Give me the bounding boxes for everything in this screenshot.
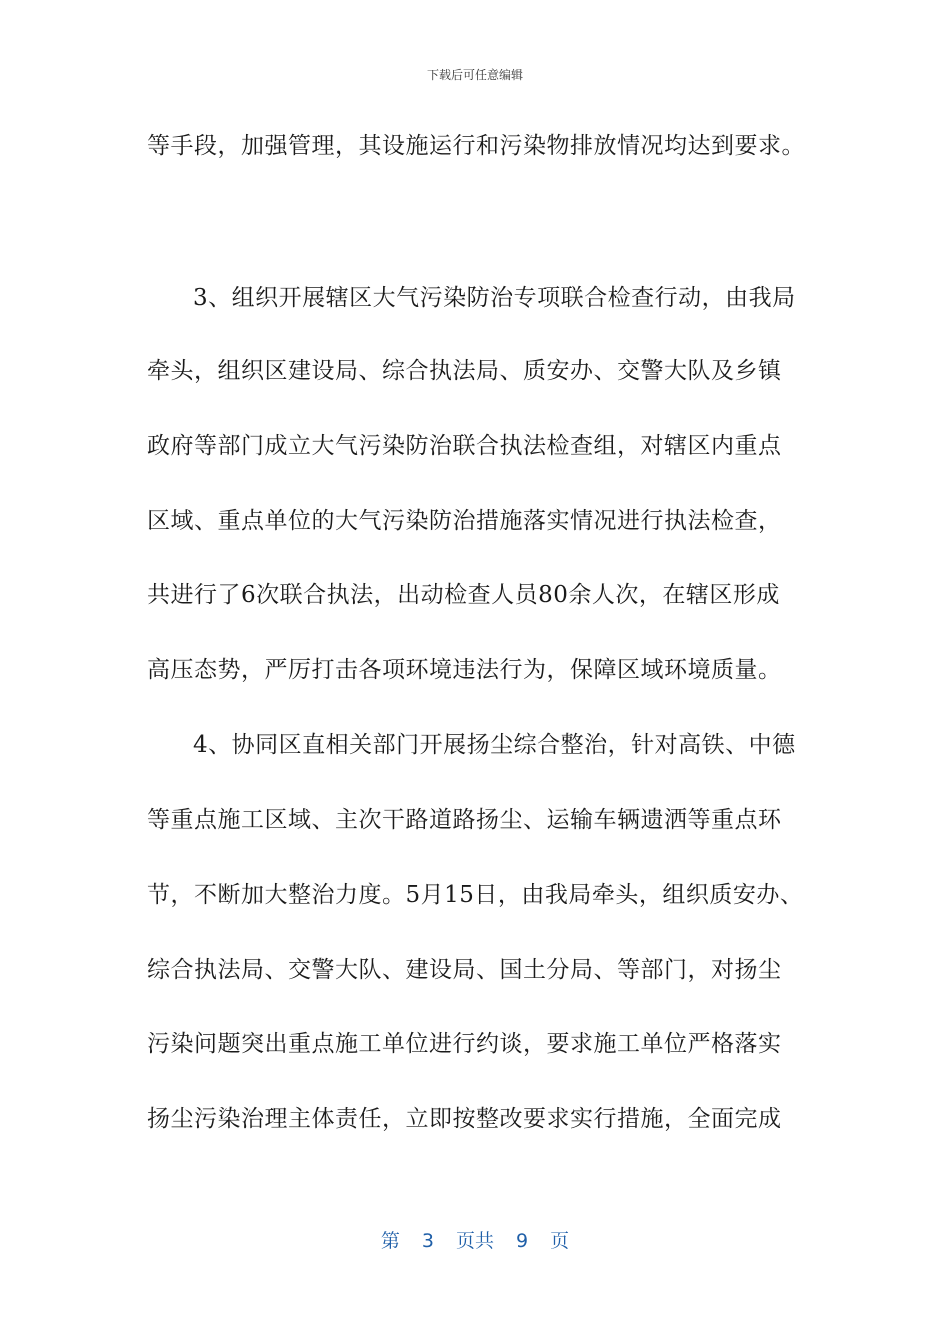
- body-line: 节，不断加大整治力度。5月15日，由我局牵头，组织质安办、: [147, 882, 804, 908]
- body-line: 政府等部门成立大气污染防治联合执法检查组，对辖区内重点: [147, 433, 782, 459]
- body-line: 共进行了6次联合执法，出动检查人员80余人次，在辖区形成: [147, 582, 780, 608]
- body-line: 区域、重点单位的大气污染防治措施落实情况进行执法检查，: [147, 508, 782, 534]
- body-line: 牵头，组织区建设局、综合执法局、质安办、交警大队及乡镇: [147, 358, 782, 384]
- footer-total-pages: 9: [516, 1230, 529, 1252]
- body-line: 3、组织开展辖区大气污染防治专项联合检查行动，由我局: [193, 285, 796, 311]
- footer-current-page: 3: [421, 1230, 434, 1252]
- body-line: 污染问题突出重点施工单位进行约谈，要求施工单位严格落实: [147, 1031, 782, 1057]
- footer-prefix: 第: [380, 1230, 400, 1252]
- body-line: 4、协同区直相关部门开展扬尘综合整治，针对高铁、中德: [193, 732, 796, 758]
- body-line: 高压态势，严厉打击各项环境违法行为，保障区域环境质量。: [147, 657, 782, 683]
- footer-middle: 页共: [455, 1230, 494, 1252]
- footer-suffix: 页: [550, 1230, 570, 1252]
- body-line: 扬尘污染治理主体责任，立即按整改要求实行措施，全面完成: [147, 1106, 782, 1132]
- page-number-footer: [0, 1226, 950, 1253]
- body-line: 等重点施工区域、主次干路道路扬尘、运输车辆遗洒等重点环: [147, 807, 782, 833]
- body-line: 综合执法局、交警大队、建设局、国土分局、等部门，对扬尘: [147, 957, 782, 983]
- body-line: 等手段，加强管理，其设施运行和污染物排放情况均达到要求。: [147, 133, 805, 159]
- header-note: 下载后可任意编辑: [426, 68, 523, 82]
